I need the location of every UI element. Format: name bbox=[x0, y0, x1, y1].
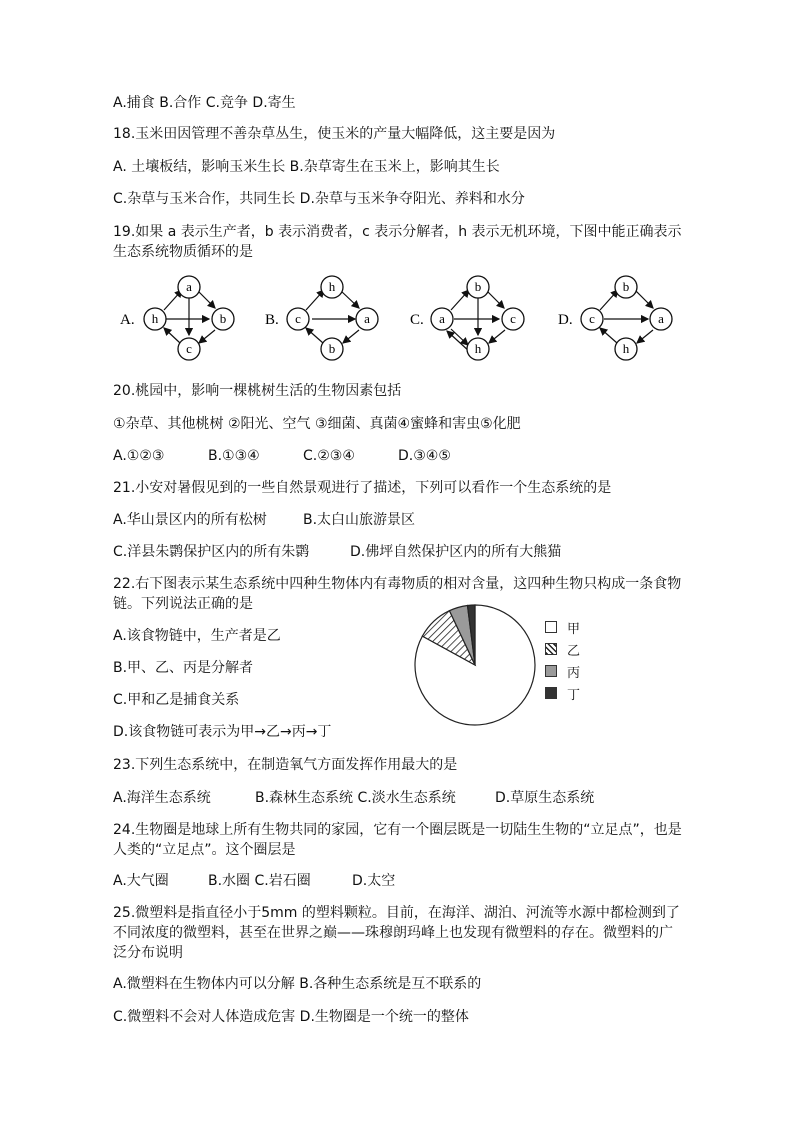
q21-option-b: B.太白山旅游景区 bbox=[303, 512, 416, 528]
q22-option-a: A.该食物链中，生产者是乙 bbox=[113, 628, 281, 644]
node-left: c bbox=[295, 311, 301, 326]
q18-options-ab: A. 土壤板结，影响玉米生长 B.杂草寄生在玉米上，影响其生长 bbox=[113, 159, 500, 175]
q17-options: A.捕食 B.合作 C.竞争 D.寄生 bbox=[113, 95, 296, 111]
q23-option-d: D.草原生态系统 bbox=[495, 790, 595, 806]
node-right: a bbox=[658, 311, 664, 326]
diagram-c-label: C. bbox=[410, 312, 424, 328]
diagram-d-label: D. bbox=[558, 312, 573, 328]
legend-swatch-hatch bbox=[545, 643, 557, 655]
node-top: b bbox=[474, 279, 482, 294]
legend-item-ding bbox=[545, 682, 580, 704]
q19-stem: 19.如果 a 表示生产者，b 表示消费者，c 表示分解者，h 表示无机环境，下图中能正确表示生态系统物质循环的是 bbox=[113, 224, 682, 260]
diagram-b-label: B. bbox=[265, 312, 279, 328]
node-left: a bbox=[439, 311, 445, 326]
q22-option-d: D.该食物链可表示为甲→乙→丙→丁 bbox=[113, 724, 332, 740]
node-bottom: h bbox=[622, 341, 630, 356]
node-left: h bbox=[151, 311, 159, 326]
q18-options-cd: C.杂草与玉米合作，共同生长 D.杂草与玉米争夺阳光、养料和水分 bbox=[113, 191, 525, 207]
q21-option-a: A.华山景区内的所有松树 bbox=[113, 512, 267, 528]
node-right: a bbox=[364, 311, 370, 326]
q22-pie-chart bbox=[410, 600, 540, 730]
legend-item-bing bbox=[545, 660, 580, 682]
q21-stem: 21.小安对暑假见到的一些自然景观进行了描述，下列可以看作一个生态系统的是 bbox=[113, 480, 612, 496]
q20-option-c: C.②③④ bbox=[303, 448, 355, 464]
q23-stem: 23.下列生态系统中，在制造氧气方面发挥作用最大的是 bbox=[113, 757, 458, 773]
q20-option-a: A.①②③ bbox=[113, 448, 165, 464]
legend-label: 甲 bbox=[567, 621, 581, 637]
q21-option-d: D.佛坪自然保护区内的所有大熊猫 bbox=[350, 544, 562, 560]
node-bottom: b bbox=[328, 341, 336, 356]
q18-stem: 18.玉米田因管理不善杂草丛生，使玉米的产量大幅降低，这主要是因为 bbox=[113, 126, 556, 142]
legend-item-jia bbox=[545, 616, 580, 638]
legend-label: 丙 bbox=[567, 665, 581, 681]
diagram-d bbox=[558, 276, 672, 360]
q20-stem: 20.桃园中，影响一棵桃树生活的生物因素包括 bbox=[113, 383, 402, 399]
legend-swatch-white bbox=[545, 621, 557, 633]
node-left: c bbox=[589, 311, 595, 326]
q20-items: ①杂草、其他桃树 ②阳光、空气 ③细菌、真菌④蜜蜂和害虫⑤化肥 bbox=[113, 416, 521, 432]
node-top: h bbox=[328, 279, 336, 294]
node-right: c bbox=[510, 311, 516, 326]
diagram-b bbox=[265, 276, 378, 360]
node-right: b bbox=[219, 311, 227, 326]
node-bottom: c bbox=[186, 341, 192, 356]
q24-stem: 24.生物圈是地球上所有生物共同的家园，它有一个圈层既是一切陆生生物的“立足点”，也是人类的“立足点”。这个圈层是 bbox=[113, 822, 682, 858]
legend-item-yi bbox=[545, 638, 580, 660]
diagram-a bbox=[120, 276, 234, 360]
q22-option-b: B.甲、乙、丙是分解者 bbox=[113, 660, 254, 676]
legend-label: 乙 bbox=[567, 643, 581, 659]
legend-swatch-dark bbox=[545, 687, 557, 699]
q21-option-c: C.洋县朱鹮保护区内的所有朱鹮 bbox=[113, 544, 310, 560]
q19-diagrams bbox=[0, 268, 794, 368]
node-top: a bbox=[186, 279, 192, 294]
q24-option-a: A.大气圈 bbox=[113, 873, 169, 889]
node-bottom: h bbox=[474, 341, 482, 356]
q25-stem: 25.微塑料是指直径小于5mm 的塑料颗粒。目前，在海洋、湖泊、河流等水源中都检测到了不同浓度的微塑料，甚至在世界之巅——珠穆朗玛峰上也发现有微塑料的存在。微塑料的广泛分布说明 bbox=[113, 905, 680, 961]
q22-option-c: C.甲和乙是捕食关系 bbox=[113, 692, 240, 708]
q20-option-d: D.③④⑤ bbox=[398, 448, 451, 464]
q24-option-bc: B.水圈 C.岩石圈 bbox=[208, 873, 311, 889]
q23-option-bc: B.森林生态系统 C.淡水生态系统 bbox=[255, 790, 456, 806]
q20-option-b: B.①③④ bbox=[208, 448, 260, 464]
q25-options-cd: C.微塑料不会对人体造成危害 D.生物圈是一个统一的整体 bbox=[113, 1009, 469, 1025]
legend-label: 丁 bbox=[567, 687, 581, 703]
diagram-a-label: A. bbox=[120, 312, 135, 328]
q22-stem: 22.右下图表示某生态系统中四种生物体内有毒物质的相对含量，这四种生物只构成一条食物链。下列说法正确的是 bbox=[113, 576, 682, 612]
diagram-c bbox=[410, 276, 524, 360]
legend-swatch-gray bbox=[545, 665, 557, 677]
node-top: b bbox=[622, 279, 630, 294]
q23-option-a: A.海洋生态系统 bbox=[113, 790, 211, 806]
q25-options-ab: A.微塑料在生物体内可以分解 B.各种生态系统是互不联系的 bbox=[113, 976, 482, 992]
q24-option-d: D.太空 bbox=[352, 873, 396, 889]
pie-legend bbox=[545, 616, 580, 704]
